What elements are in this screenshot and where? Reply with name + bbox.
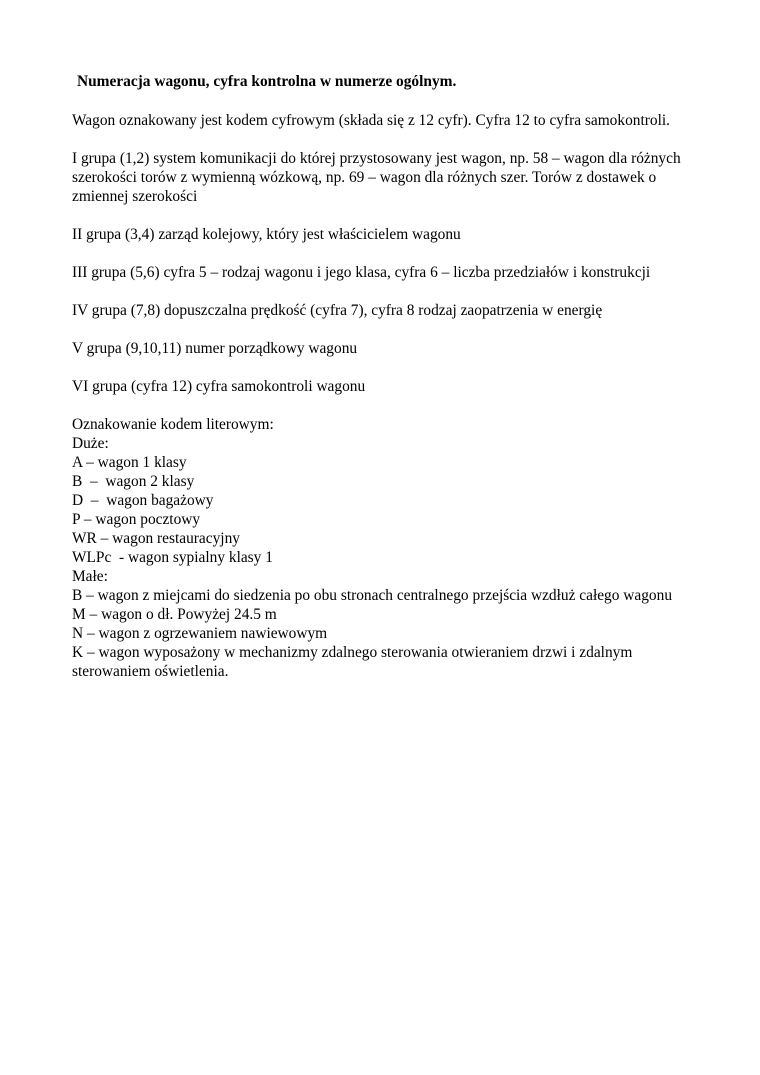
- lower-code-item: M – wagon o dł. Powyżej 24.5 m: [72, 606, 277, 623]
- group-1-paragraph: I grupa (1,2) system komunikacji do której przystosowany jest wagon, np. 58 – wagon dla różnych szerokości torów z wymienną wózkową, np. 69 – wagon dla różnych szer. Torów z dostawek o zmiennej szerokości: [72, 150, 681, 205]
- group-2-paragraph: II grupa (3,4) zarząd kolejowy, który jest właścicielem wagonu: [72, 226, 461, 243]
- lower-code-item: K – wagon wyposażony w mechanizmy zdalnego sterowania otwieraniem drzwi i zdalnym sterowaniem oświetlenia.: [72, 644, 637, 680]
- upper-case-heading: Duże:: [72, 435, 109, 452]
- document-body: [72, 72, 692, 681]
- group-4-paragraph: IV grupa (7,8) dopuszczalna prędkość (cyfra 7), cyfra 8 rodzaj zaopatrzenia w energię: [72, 302, 603, 319]
- lower-code-item: B – wagon z miejcami do siedzenia po obu stronach centralnego przejścia wzdłuż całego wagonu: [72, 587, 673, 604]
- document-title: Numeracja wagonu, cyfra kontrolna w numerze ogólnym.: [77, 73, 457, 90]
- group-6-paragraph: VI grupa (cyfra 12) cyfra samokontroli wagonu: [72, 378, 366, 395]
- lower-code-item: N – wagon z ogrzewaniem nawiewowym: [72, 625, 328, 642]
- intro-paragraph: Wagon oznakowany jest kodem cyfrowym (składa się z 12 cyfr). Cyfra 12 to cyfra samokontroli.: [72, 112, 670, 129]
- group-3-paragraph: III grupa (5,6) cyfra 5 – rodzaj wagonu i jego klasa, cyfra 6 – liczba przedziałów i konstrukcji: [72, 264, 651, 281]
- letter-code-section: [72, 415, 692, 681]
- lower-case-heading: Małe:: [72, 568, 108, 585]
- upper-code-item: B – wagon 2 klasy: [72, 473, 195, 490]
- upper-code-item: D – wagon bagażowy: [72, 492, 214, 509]
- group-5-paragraph: V grupa (9,10,11) numer porządkowy wagonu: [72, 340, 358, 357]
- upper-code-item: A – wagon 1 klasy: [72, 454, 187, 471]
- upper-code-item: WR – wagon restauracyjny: [72, 530, 240, 547]
- upper-code-item: P – wagon pocztowy: [72, 511, 201, 528]
- letter-code-heading: Oznakowanie kodem literowym:: [72, 416, 274, 433]
- upper-code-item: WLPc - wagon sypialny klasy 1: [72, 549, 273, 566]
